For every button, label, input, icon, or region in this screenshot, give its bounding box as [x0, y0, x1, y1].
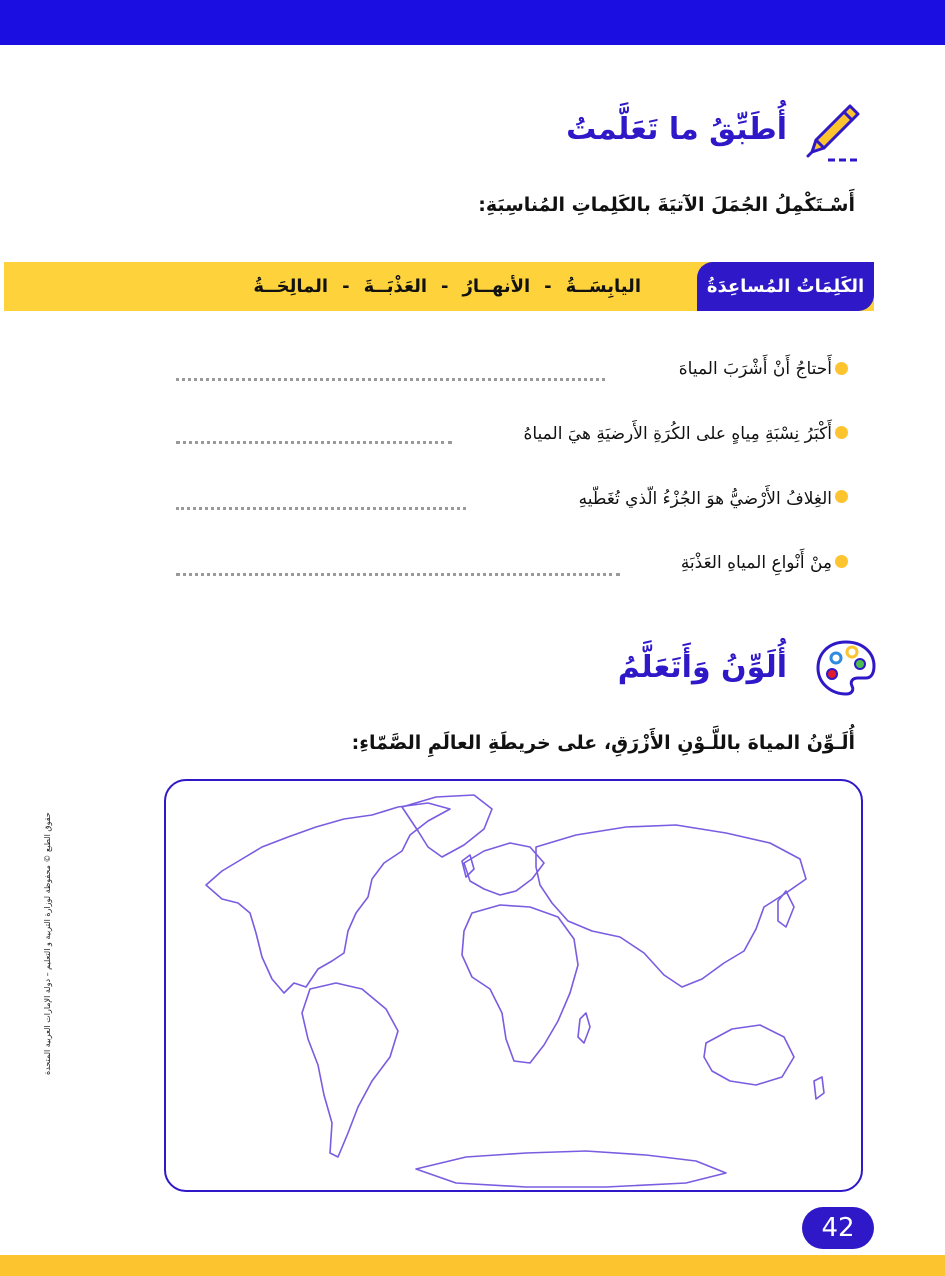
- island-new-zealand: [814, 1077, 824, 1099]
- instruction-complete-sentences: أَسْـتَكْمِلُ الجُمَلَ الآتيَةَ بالكَلِماتِ المُناسِبَةِ:: [478, 194, 855, 216]
- word-bank-word: المالِحَــةُ: [253, 276, 329, 297]
- word-bank-word: اليابِسَــةُ: [565, 276, 641, 297]
- copyright-side-text: حقوق الطبع © محفوظة لوزارة التربية و التعليم – دولة الإمارات العربية المتحدة: [43, 812, 52, 1075]
- question-text: مِنْ أَنْواعِ المياهِ العَذْبَةِ: [680, 553, 832, 573]
- section-title-apply: أُطَبِّقُ ما تَعَلَّمتُ: [566, 112, 787, 147]
- word-separator: -: [342, 276, 350, 297]
- continent-europe: [464, 843, 544, 895]
- answer-line[interactable]: [176, 439, 452, 444]
- continent-south-america: [302, 983, 398, 1157]
- question-row: [681, 549, 850, 577]
- word-bank-words: [249, 262, 645, 311]
- top-bar: [0, 0, 945, 45]
- question-text: أَحتاجُ أَنْ أَشْرَبَ المياهَ: [678, 359, 832, 379]
- world-map-frame[interactable]: [164, 779, 863, 1192]
- answer-line[interactable]: [176, 505, 466, 510]
- world-map[interactable]: [166, 781, 861, 1190]
- section-title-color: أُلَوِّنُ وَأَتَعَلَّمُ: [617, 650, 787, 685]
- bottom-bar: [0, 1255, 945, 1276]
- word-separator: -: [544, 276, 552, 297]
- word-separator: -: [441, 276, 449, 297]
- continent-north-america: [206, 803, 450, 993]
- question-text: الغِلافُ الأَرْضيُّ هوَ الجُزْءُ الّذي تُغَطّيهِ: [578, 489, 832, 509]
- palette-icon: [814, 638, 878, 698]
- answer-line[interactable]: [176, 571, 620, 576]
- question-text: أَكْبَرُ نِسْبَةِ مِياهٍ على الكُرَةِ الأَرضيَةِ هيَ المياهُ: [523, 424, 832, 444]
- continent-antarctica: [416, 1151, 726, 1187]
- word-bank-label: الكَلِمَاتُ المُساعِدَةُ: [697, 262, 874, 311]
- answer-line[interactable]: [176, 376, 605, 381]
- continent-africa: [462, 905, 578, 1063]
- word-bank-word: الأنهــارُ: [462, 276, 531, 297]
- question-row: [679, 355, 850, 383]
- continent-australia: [704, 1025, 794, 1085]
- page-number: 42: [802, 1207, 874, 1249]
- question-row: [579, 485, 850, 513]
- word-bank-word: العَذْبَــةَ: [363, 276, 428, 297]
- instruction-color-map: أُلَـوِّنُ المياهَ باللَّـوْنِ الأَزْرَقِ، على خريطَةِ العالَمِ الصَّمّاءِ:: [351, 732, 855, 754]
- continent-asia: [536, 825, 806, 987]
- question-row: [523, 420, 850, 448]
- island-madagascar: [578, 1013, 590, 1043]
- pencil-icon: [800, 100, 862, 164]
